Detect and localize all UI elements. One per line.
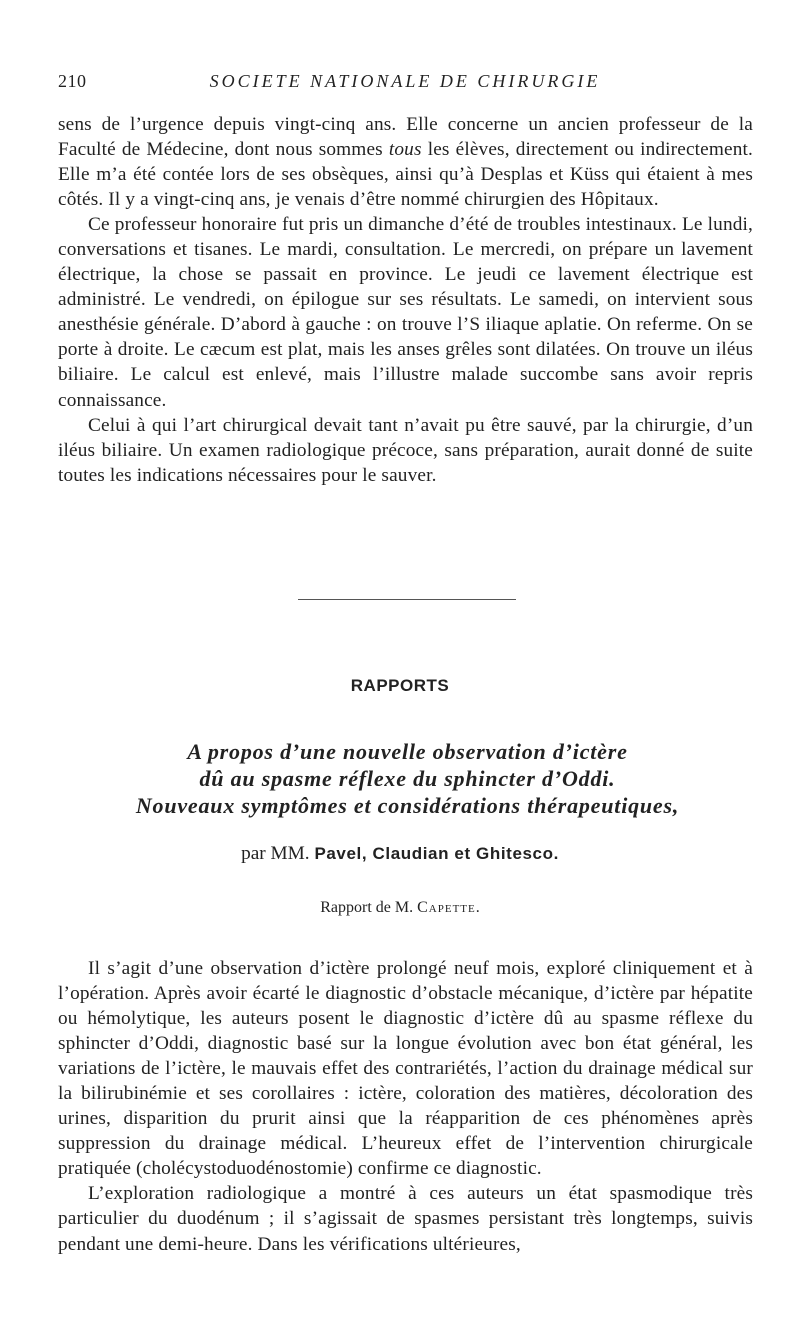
rapport-prefix: Rapport de M. <box>320 899 418 916</box>
rapport-line <box>0 899 800 917</box>
article-title-line-2: dû au spasme réflexe du sphincter d’Oddi. <box>199 766 616 791</box>
running-title: SOCIETE NATIONALE DE CHIRURGIE <box>209 71 601 91</box>
article-title-line-1: A propos d’une nouvelle observation d’ictère <box>187 739 628 764</box>
article-title <box>40 738 775 819</box>
running-head <box>58 71 752 97</box>
intro-p1-emphasis: tous <box>388 139 422 161</box>
intro-paragraph-1 <box>58 112 753 212</box>
article-paragraph-2: L’exploration radiologique a montré à ces auteurs un état spasmodique très particulier du duodénum ; il s’agissait de spasmes persistant très longtemps, suivis pendant une demi-heure. Dans les vérifications ultérieures, <box>58 1183 753 1255</box>
article-paragraph-1: Il s’agit d’une observation d’ictère prolongé neuf mois, exploré cliniquement et à l’opération. Après avoir écarté le diagnostic d’obstacle mécanique, d’ictère par hépatite ou hémolytique, les auteurs posent le diagnostic d’ictère dû au spasme réflexe du sphincter d’Oddi, diagnostic basé sur la longue évolution avec bon état général, les variations de l’ictère, le mauvais effet des contrariétés, l’action du drainage médical sur la bilirubinémie et ses corollaires : ictère, coloration des matières, décoloration des urines, disparition du prurit ainsi que la réapparition de ces phénomènes après suppression du drainage médical. L’heureux effet de l’intervention chirurgicale pratiquée (cholécystoduodénostomie) confirme ce diagnostic. <box>58 958 753 1180</box>
intro-p1-start: sens de l’urgence depuis vingt-cinq ans. Elle concerne un ancien professeur de la Faculté de Médecine, dont nous sommes <box>58 114 753 161</box>
article-authors <box>0 843 800 865</box>
intro-paragraph-3: Celui à qui l’art chirurgical devait tant n’avait pu être sauvé, par la chirurgie, d’un iléus biliaire. Un examen radiologique précoce, sans préparation, aurait donné de suite toutes les indications nécessaires pour le sauver. <box>58 414 753 486</box>
page-number: 210 <box>58 71 87 91</box>
article-title-line-3: Nouveaux symptômes et considérations thérapeutiques, <box>135 793 680 818</box>
author-names: Pavel, Claudian et Ghitesco. <box>314 844 559 863</box>
article-body <box>58 956 753 1257</box>
rapport-suffix: . <box>475 899 480 916</box>
intro-text <box>58 112 753 488</box>
authors-prefix: par MM. <box>241 843 315 864</box>
section-divider <box>298 599 516 600</box>
intro-paragraph-2: Ce professeur honoraire fut pris un dimanche d’été de troubles intestinaux. Le lundi, conversations et tisanes. Le mardi, consultation. Le mercredi, on prépare un lavement électrique, la chose se passait en province. Le jeudi ce lavement électrique est administré. Le vendredi, on épilogue sur ses résultats. Le samedi, on intervient sous anesthésie générale. D’abord à gauche : on trouve l’S iliaque aplatie. On referme. On se porte à droite. Le cæcum est plat, mais les anses grêles sont dilatées. On trouve un iléus biliaire. Le calcul est enlevé, mais l’illustre malade succombe sans avoir repris connaissance. <box>58 214 753 411</box>
section-heading: RAPPORTS <box>350 676 450 695</box>
intro-p1-end: les élèves, directement ou indirectement. Elle m’a été contée lors de ses obsèques, ainsi qu’à Desplas et Küss qui étaient à mes côtés. Il y a vingt-cinq ans, je venais d’être nommé chirurgien des Hôpitaux. <box>58 139 754 211</box>
rapport-author: Capette <box>417 899 476 916</box>
